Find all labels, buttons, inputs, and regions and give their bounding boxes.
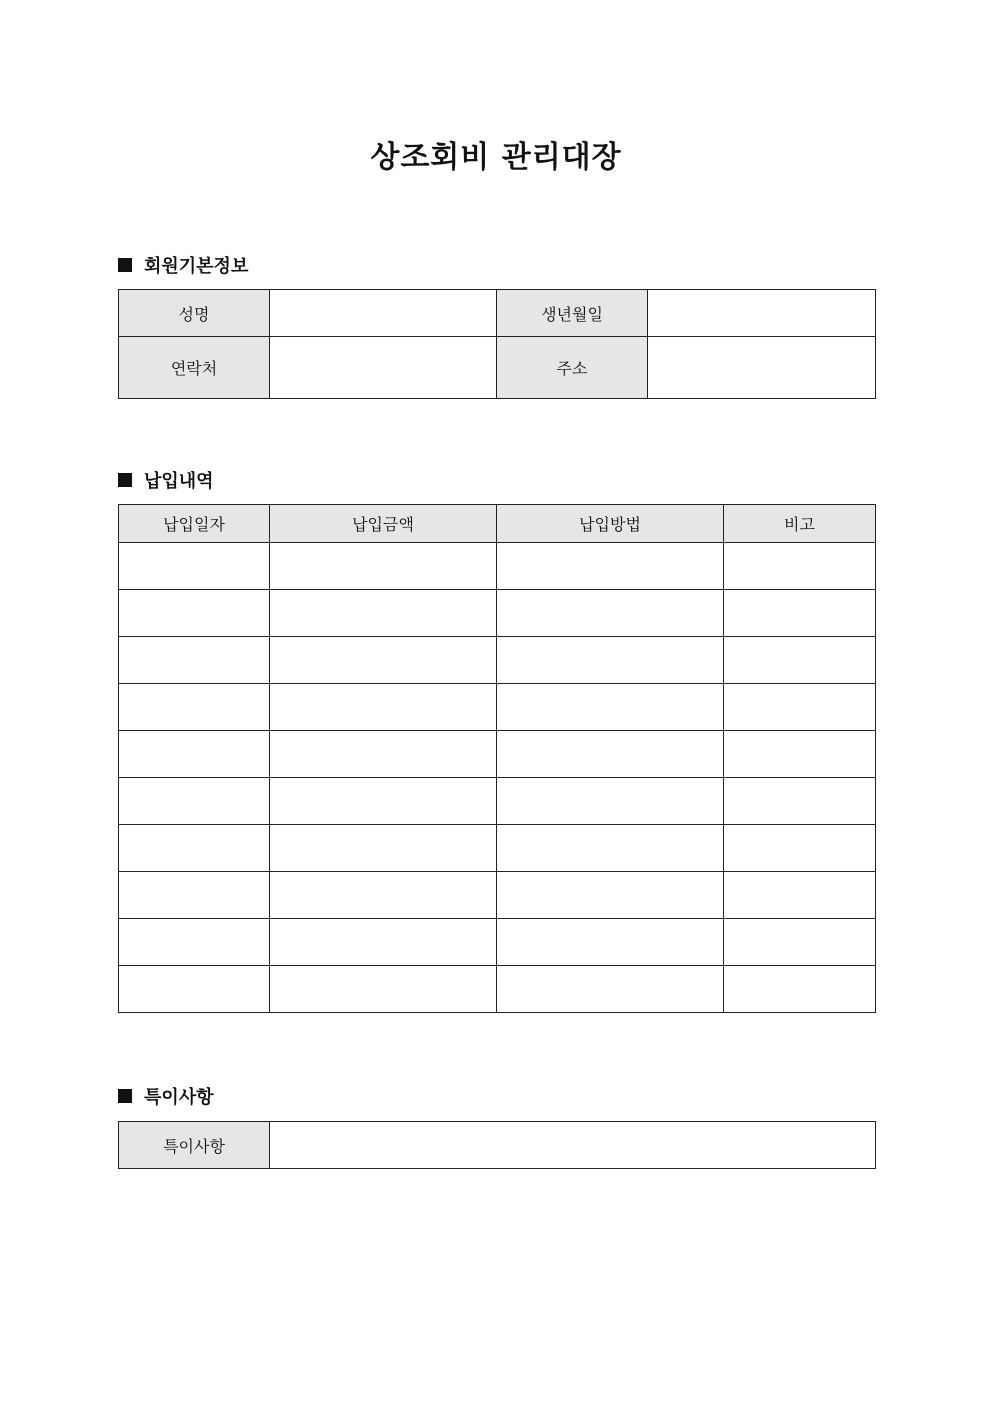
notes-field[interactable] xyxy=(270,1122,876,1169)
payment-amount-cell[interactable] xyxy=(270,590,497,637)
payment-date-cell[interactable] xyxy=(119,919,270,966)
contact-label: 연락처 xyxy=(119,337,270,399)
payment-amount-cell[interactable] xyxy=(270,543,497,590)
column-header-note: 비고 xyxy=(724,505,876,543)
payment-date-cell[interactable] xyxy=(119,778,270,825)
payment-note-cell[interactable] xyxy=(724,684,876,731)
name-label: 성명 xyxy=(119,290,270,337)
payment-note-cell[interactable] xyxy=(724,731,876,778)
payment-amount-cell[interactable] xyxy=(270,637,497,684)
payment-amount-cell[interactable] xyxy=(270,778,497,825)
payment-amount-cell[interactable] xyxy=(270,684,497,731)
section-heading-label: 회원기본정보 xyxy=(144,256,249,277)
payment-method-cell[interactable] xyxy=(497,590,724,637)
payment-note-cell[interactable] xyxy=(724,825,876,872)
payment-method-cell[interactable] xyxy=(497,778,724,825)
payment-date-cell[interactable] xyxy=(119,731,270,778)
payment-method-cell[interactable] xyxy=(497,731,724,778)
column-header-amount: 납입금액 xyxy=(270,505,497,543)
payment-note-cell[interactable] xyxy=(724,543,876,590)
payment-amount-cell[interactable] xyxy=(270,966,497,1013)
name-field[interactable] xyxy=(270,290,497,337)
payment-date-cell[interactable] xyxy=(119,543,270,590)
table-row xyxy=(119,290,876,337)
payment-method-cell[interactable] xyxy=(497,872,724,919)
section-heading-payments xyxy=(118,468,214,492)
payment-amount-cell[interactable] xyxy=(270,731,497,778)
table-row xyxy=(119,778,876,825)
payment-note-cell[interactable] xyxy=(724,872,876,919)
table-row xyxy=(119,966,876,1013)
notes-label: 특이사항 xyxy=(119,1122,270,1169)
payment-amount-cell[interactable] xyxy=(270,872,497,919)
table-row xyxy=(119,872,876,919)
square-bullet-icon xyxy=(118,258,132,272)
table-row xyxy=(119,637,876,684)
square-bullet-icon xyxy=(118,473,132,487)
payment-note-cell[interactable] xyxy=(724,637,876,684)
birth-date-field[interactable] xyxy=(648,290,876,337)
payment-method-cell[interactable] xyxy=(497,637,724,684)
payment-method-cell[interactable] xyxy=(497,919,724,966)
payment-method-cell[interactable] xyxy=(497,543,724,590)
table-row xyxy=(119,919,876,966)
section-heading-label: 특이사항 xyxy=(144,1087,214,1108)
address-field[interactable] xyxy=(648,337,876,399)
payment-note-cell[interactable] xyxy=(724,919,876,966)
payment-method-cell[interactable] xyxy=(497,684,724,731)
payment-date-cell[interactable] xyxy=(119,825,270,872)
table-row xyxy=(119,337,876,399)
payment-date-cell[interactable] xyxy=(119,590,270,637)
payment-amount-cell[interactable] xyxy=(270,919,497,966)
section-heading-member-info xyxy=(118,253,248,277)
payment-date-cell[interactable] xyxy=(119,684,270,731)
payment-note-cell[interactable] xyxy=(724,778,876,825)
payment-date-cell[interactable] xyxy=(119,966,270,1013)
birth-date-label: 생년월일 xyxy=(497,290,648,337)
payments-table xyxy=(118,504,876,1013)
notes-table xyxy=(118,1121,876,1169)
table-row xyxy=(119,590,876,637)
table-row xyxy=(119,731,876,778)
table-header-row xyxy=(119,505,876,543)
contact-field[interactable] xyxy=(270,337,497,399)
table-row xyxy=(119,1122,876,1169)
square-bullet-icon xyxy=(118,1089,132,1103)
section-heading-notes xyxy=(118,1084,214,1108)
address-label: 주소 xyxy=(497,337,648,399)
payment-note-cell[interactable] xyxy=(724,966,876,1013)
payment-date-cell[interactable] xyxy=(119,637,270,684)
table-row xyxy=(119,543,876,590)
page-title: 상조회비 관리대장 xyxy=(370,140,622,175)
section-heading-label: 납입내역 xyxy=(144,471,214,492)
column-header-date: 납입일자 xyxy=(119,505,270,543)
member-info-table xyxy=(118,289,876,399)
payment-method-cell[interactable] xyxy=(497,825,724,872)
payment-date-cell[interactable] xyxy=(119,872,270,919)
payment-note-cell[interactable] xyxy=(724,590,876,637)
column-header-method: 납입방법 xyxy=(497,505,724,543)
payment-method-cell[interactable] xyxy=(497,966,724,1013)
payment-amount-cell[interactable] xyxy=(270,825,497,872)
table-row xyxy=(119,825,876,872)
table-row xyxy=(119,684,876,731)
